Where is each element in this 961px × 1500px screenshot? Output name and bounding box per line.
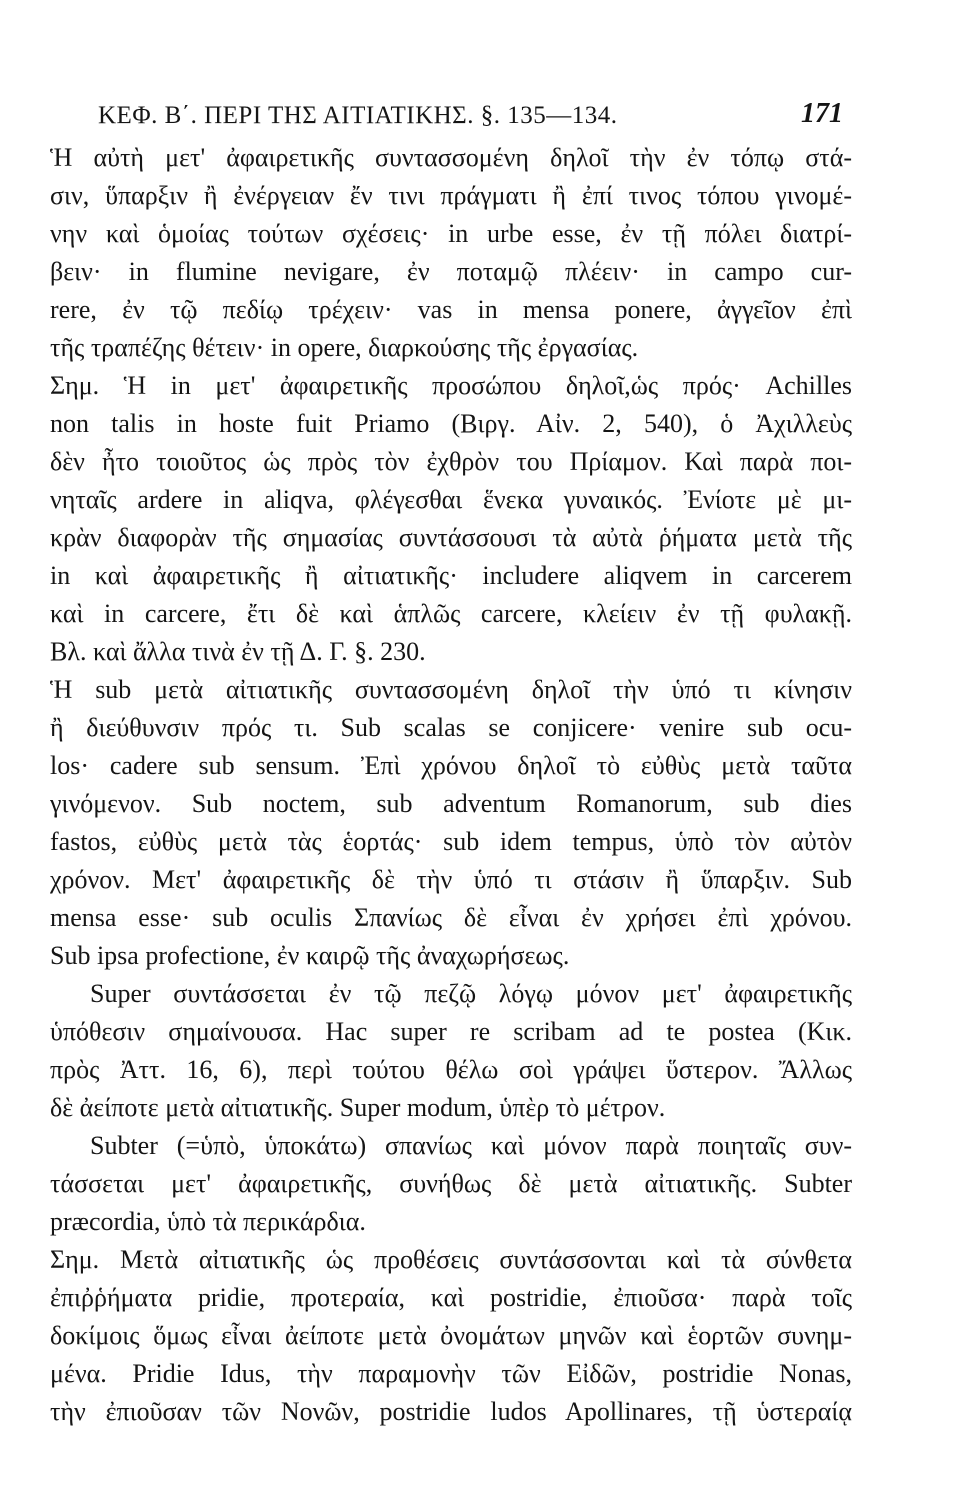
text-line: ἢ διεύθυνσιν πρός τι. Sub scalas se conjicere· venire sub ocu-: [50, 713, 852, 742]
text-line: δοκίμοις ὅμως εἶναι ἀείποτε μετὰ ὀνομάτων μηνῶν καὶ ἑορτῶν συνημ-: [50, 1321, 852, 1350]
text-line: μένα. Pridie Idus, τὴν παραμονὴν τῶν Εἰδῶν, postridie Nonas,: [50, 1359, 852, 1388]
text-line: rere, ἐν τῷ πεδίῳ τρέχειν· vas in mensa ponere, ἀγγεῖον ἐπὶ: [50, 295, 852, 324]
text-line: δὲ ἀείποτε μετὰ αἰτιατικῆς. Super modum, ὑπὲρ τὸ μέτρον.: [50, 1093, 666, 1122]
text-line: βειν· in flumine nevigare, ἐν ποταμῷ πλέειν· in campo cur-: [50, 257, 852, 286]
text-line: Ἡ sub μετὰ αἰτιατικῆς συντασσομένη δηλοῖ τὴν ὑπό τι κίνησιν: [50, 675, 852, 704]
text-line: δὲν ἦτο τοιοῦτος ὡς πρὸς τὸν ἐχθρὸν του Πρίαμον. Καὶ παρὰ ποι-: [50, 447, 852, 476]
text-line: Ἡ αὐτὴ μετ' ἀφαιρετικῆς συντασσομένη δηλοῖ τὴν ἐν τόπῳ στά-: [50, 143, 852, 172]
text-line: Subter (=ὑπὸ, ὑποκάτω) σπανίως καὶ μόνον παρὰ ποιηταῖς συν-: [90, 1131, 852, 1160]
text-line: Sub ipsa profectione, ἐν καιρῷ τῆς ἀναχωρήσεως.: [50, 941, 570, 970]
text-line: τάσσεται μετ' ἀφαιρετικῆς, συνήθως δὲ μετὰ αἰτιατικῆς. Subter: [50, 1169, 852, 1198]
text-line: fastos, εὐθὺς μετὰ τὰς ἑορτάς· sub idem tempus, ὑπὸ τὸν αὐτὸν: [50, 827, 852, 856]
text-line: ἐπιῤῥήματα pridie, προτεραία, καὶ postridie, ἐπιοῦσα· παρὰ τοῖς: [50, 1283, 852, 1312]
text-line: τῆς τραπέζης θέτειν· in opere, διαρκούσης τῆς ἐργασίας.: [50, 333, 639, 362]
running-head: ΚΕΦ. Β΄. ΠΕΡΙ ΤΗΣ ΑΙΤΙΑΤΙΚΗΣ. §. 135—134.: [98, 102, 618, 129]
text-line: τὴν ἐπιοῦσαν τῶν Νονῶν, postridie ludos Apollinares, τῇ ὑστεραίᾳ: [50, 1397, 852, 1426]
text-line: mensa esse· sub oculis Σπανίως δὲ εἶναι ἐν χρήσει ἐπὶ χρόνου.: [50, 903, 852, 932]
text-line: Σημ. Ἡ in μετ' ἀφαιρετικῆς προσώπου δηλοῖ,ὡς πρός· Achilles: [50, 371, 852, 400]
text-line: κρὰν διαφορὰν τῆς σημασίας συντάσσουσι τὰ αὐτὰ ῥήματα μετὰ τῆς: [50, 523, 852, 552]
text-line: ὑπόθεσιν σημαίνουσα. Hac super re scribam ad te postea (Κικ.: [50, 1017, 852, 1046]
text-line: non talis in hoste fuit Priamo (Βιργ. Αἰν. 2, 540), ὁ Ἀχιλλεὺς: [50, 409, 852, 438]
text-line: νηταῖς ardere in aliqva, φλέγεσθαι ἕνεκα γυναικός. Ἐνίοτε μὲ μι-: [50, 485, 852, 514]
text-line: νην καὶ ὁμοίας τούτων σχέσεις· in urbe esse, ἐν τῇ πόλει διατρί-: [50, 219, 852, 248]
page-number: 171: [801, 98, 843, 129]
text-line: præcordia, ὑπὸ τὰ περικάρδια.: [50, 1207, 366, 1236]
text-line: los· cadere sub sensum. Ἐπὶ χρόνου δηλοῖ τὸ εὐθὺς μετὰ ταῦτα: [50, 751, 852, 780]
text-line: in καὶ ἀφαιρετικῆς ἢ αἰτιατικῆς· includere aliqvem in carcerem: [50, 561, 852, 590]
text-line: σιν, ὕπαρξιν ἢ ἐνέργειαν ἔν τινι πράγματι ἢ ἐπί τινος τόπου γινομέ-: [50, 181, 852, 210]
text-line: πρὸς Ἀττ. 16, 6), περὶ τούτου θέλω σοὶ γράψει ὕστερον. Ἄλλως: [50, 1055, 852, 1084]
text-line: Σημ. Μετὰ αἰτιατικῆς ὡς προθέσεις συντάσσονται καὶ τὰ σύνθετα: [50, 1245, 852, 1274]
page-header: [98, 96, 843, 136]
text-line: Βλ. καὶ ἄλλα τινὰ ἐν τῇ Δ. Γ. §. 230.: [50, 637, 426, 666]
text-line: Super συντάσσεται ἐν τῷ πεζῷ λόγῳ μόνον μετ' ἀφαιρετικῆς: [90, 979, 852, 1008]
text-line: καὶ in carcere, ἔτι δὲ καὶ ἁπλῶς carcere, κλείειν ἐν τῇ φυλακῇ.: [50, 599, 852, 628]
text-line: γινόμενον. Sub noctem, sub adventum Romanorum, sub dies: [50, 789, 852, 818]
text-line: χρόνον. Μετ' ἀφαιρετικῆς δὲ τὴν ὑπό τι στάσιν ἢ ὕπαρξιν. Sub: [50, 865, 852, 894]
